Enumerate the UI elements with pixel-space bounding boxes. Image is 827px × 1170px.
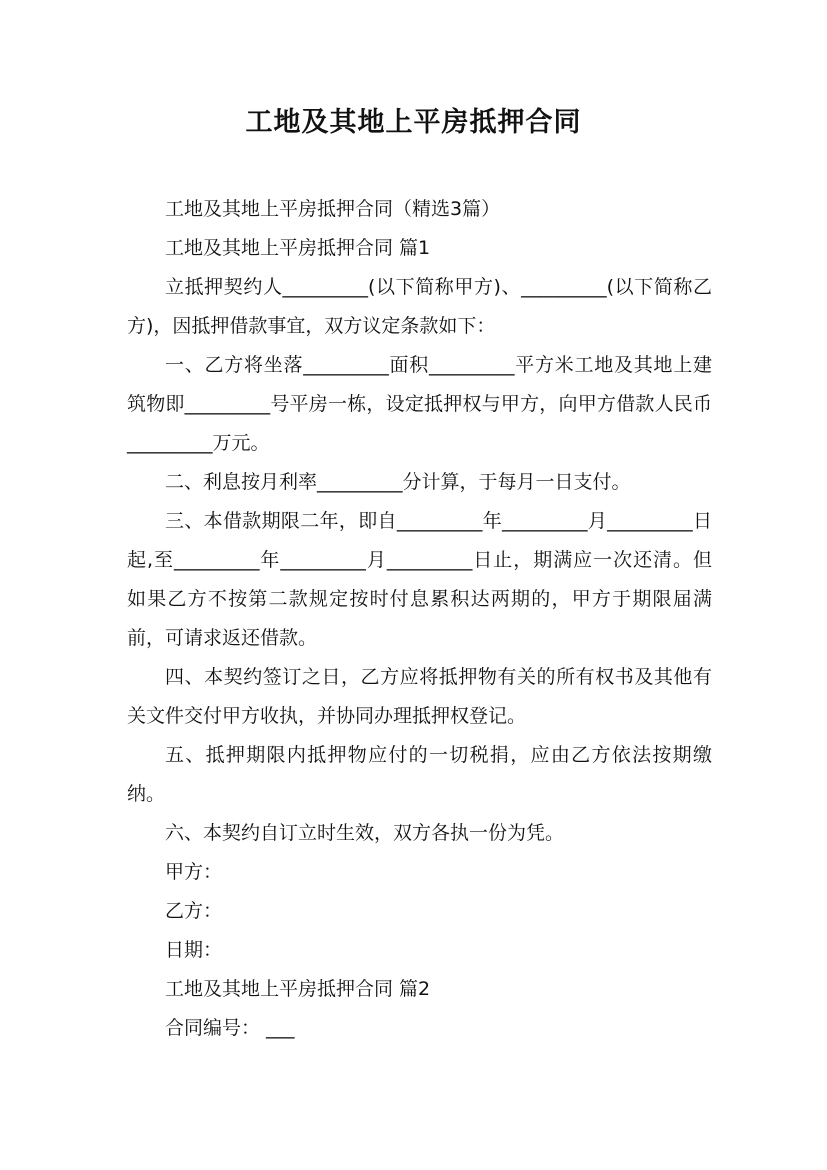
paragraph-parties: 立抵押契约人_________(以下简称甲方)、_________(以下简称乙方)，因抵押借款事宜，双方议定条款如下： — [127, 276, 712, 337]
paragraph-clause-6: 六、本契约自订立时生效，双方各执一份为凭。 — [165, 822, 565, 844]
signature-date: 日期： — [165, 939, 223, 961]
paragraph-section-2-heading: 工地及其地上平房抵押合同 篇2 — [165, 978, 431, 1000]
paragraph-clause-4: 四、本契约签订之日，乙方应将抵押物有关的所有权书及其他有关文件交付甲方收执，并协同办理抵押权登记。 — [127, 666, 712, 727]
document-body — [127, 190, 712, 1048]
paragraph-contract-number: 合同编号： ___ — [165, 1017, 295, 1039]
signature-party-b: 乙方： — [165, 900, 223, 922]
paragraph-clause-3: 三、本借款期限二年，即自_________年_________月_________日起,至_________年_________月_________日止，期满应一次还清。但如果乙方不按第二款规定按时付息累积达两期的，甲方于期限届满前，可请求返还借款。 — [127, 510, 712, 649]
paragraph-clause-5: 五、抵押期限内抵押物应付的一切税捐，应由乙方依法按期缴纳。 — [127, 744, 712, 805]
paragraph-section-1-heading: 工地及其地上平房抵押合同 篇1 — [165, 237, 431, 259]
paragraph-collection-heading: 工地及其地上平房抵押合同（精选3篇） — [165, 198, 501, 220]
paragraph-clause-1: 一、乙方将坐落_________面积_________平方米工地及其地上建筑物即_________号平房一栋，设定抵押权与甲方，向甲方借款人民币_________万元。 — [127, 354, 712, 454]
signature-party-a: 甲方： — [165, 861, 223, 883]
paragraph-clause-2: 二、利息按月利率_________分计算，于每月一日支付。 — [165, 471, 631, 493]
document-title: 工地及其地上平房抵押合同 — [245, 107, 582, 138]
